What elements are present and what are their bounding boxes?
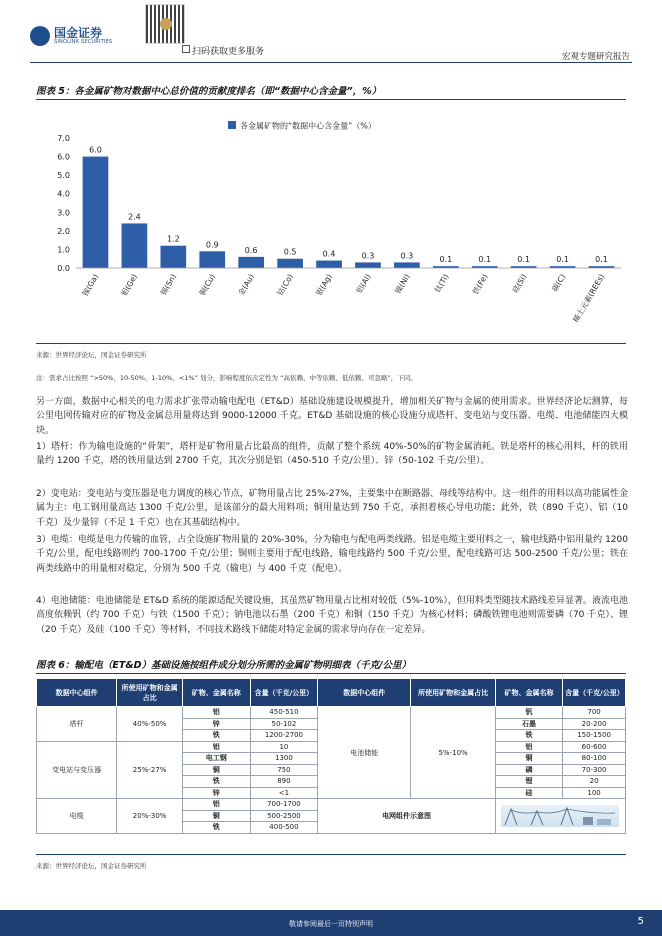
y-tick-label: 6.0 <box>57 152 70 162</box>
cell-mineral: 铁 <box>182 822 250 834</box>
header-divider <box>30 62 632 63</box>
cell-amount: <1 <box>250 787 318 799</box>
cell-amount: 1300 <box>250 753 318 765</box>
cell-mineral: 铁 <box>182 776 250 788</box>
cell-component: 变电站与变压器 <box>37 741 117 799</box>
bar-value-label: 1.2 <box>166 234 180 244</box>
figure5-bar-chart <box>36 118 626 340</box>
figure5-note: 注：需求占比按照 “>50%、10-50%、1-10%、<1%” 划分，影响程度依次定性为 “高依赖、中等依赖、低依赖、可忽略”，下同。 <box>36 374 417 382</box>
bar <box>122 223 148 268</box>
figure5-title: 图表 5：各金属矿物对数据中心总价值的贡献度排名（即“数据中心含金量”，%） <box>36 86 382 97</box>
bar-value-label: 2.4 <box>128 212 141 222</box>
cell-mineral: 铝 <box>182 707 250 719</box>
cell-mineral-right: 硅 <box>495 787 562 799</box>
y-tick-label: 0.0 <box>57 264 70 273</box>
paragraph-tower: 1）塔杆：作为输电设施的“骨架”，塔杆是矿物用量占比最高的组件，贡献了整个系统 40%-50%的矿物金属消耗。铁是塔杆的核心用料，杆的铁用量约 1200 千克，塔的铁用量达到 2700 千克，其次分别是铝（450-510 千克/公里）、锌（50-102 千克/公里）。 <box>36 442 628 467</box>
grid-diagram <box>495 799 625 834</box>
bar <box>199 251 225 268</box>
minerals-table <box>36 678 626 834</box>
cell-amount: 750 <box>250 764 318 776</box>
cell-mineral: 铁 <box>182 730 250 742</box>
figure5-source: 来源：世界经济论坛，国金证券研究所 <box>36 351 147 359</box>
page-number: 5 <box>637 916 644 927</box>
figure5-title-divider <box>36 99 626 100</box>
y-tick-label: 5.0 <box>57 171 70 181</box>
figure6-bottom-divider <box>36 854 626 855</box>
x-tick-label: 镍(Ni) <box>393 272 412 296</box>
bar <box>238 257 264 268</box>
cell-mineral-right: 锂 <box>495 776 562 788</box>
bar-value-label: 6.0 <box>89 145 102 155</box>
th-amount: 含量（千克/公里） <box>250 679 318 707</box>
page-header <box>0 0 662 62</box>
scan-icon <box>182 45 190 53</box>
x-tick-label: 铁(Fe) <box>470 272 490 296</box>
cell-mineral-right: 铁 <box>495 730 562 742</box>
cell-mineral: 铜 <box>182 764 250 776</box>
x-tick-label: 银(Ag) <box>314 272 334 298</box>
cell-amount-right: 100 <box>563 787 626 799</box>
cell-mineral-right: 石墨 <box>495 718 562 730</box>
brand-name-cn: 国金证券 <box>54 25 103 40</box>
figure6-source: 来源：世界经济论坛，国金证券研究所 <box>36 862 147 870</box>
th-mineral-right: 矿物、金属名称 <box>495 679 562 707</box>
cell-share-right: 5%-10% <box>411 707 496 799</box>
th-share: 所使用矿物和金属占比 <box>117 679 183 707</box>
qr-caption: 扫码获取更多服务 <box>192 47 265 57</box>
bar-value-label: 0.1 <box>556 255 569 265</box>
cell-mineral-right: 铝 <box>495 741 562 753</box>
qr-center-logo-icon <box>160 18 172 30</box>
cell-amount-right: 60-600 <box>563 741 626 753</box>
cell-share: 40%-50% <box>117 707 183 742</box>
grid-diagram-label: 电网组件示意图 <box>318 799 496 834</box>
bar <box>394 262 420 268</box>
cell-amount-right: 20-200 <box>563 718 626 730</box>
x-tick-label: 金(Au) <box>236 272 256 298</box>
cell-mineral-right: 钒 <box>495 707 562 719</box>
bar-value-label: 0.4 <box>322 249 336 259</box>
bar-value-label: 0.1 <box>595 255 608 265</box>
y-tick-label: 1.0 <box>57 245 70 255</box>
cell-amount: 400-500 <box>250 822 318 834</box>
page-footer <box>0 910 662 936</box>
brand-name-en: SINOLINK SECURITIES <box>54 38 113 45</box>
th-amount-right: 含量（千克/公里） <box>563 679 626 707</box>
x-tick-label: 锡(Sn) <box>158 272 179 297</box>
cell-amount: 10 <box>250 741 318 753</box>
table-header-row <box>37 679 626 707</box>
bar-value-label: 0.1 <box>439 255 453 265</box>
power-grid-illustration-icon <box>501 805 619 827</box>
paragraph-substation: 2）变电站：变电站与变压器是电力调度的核心节点，矿物用量占比 25%-27%，主要集中在断路器、母线等结构中。这一组件的用料以高功能属性金属为主：电工钢用量高达 1300 千克/公里，是该部分的最大用料项；铜用量达到 750 千克，承担着核心导电功能；此外，铁（890 千克）、铝（10 千克）及少量锌（不足 1 千克）也在其基础结构中。 <box>36 489 628 528</box>
th-component-right: 数据中心组件 <box>318 679 411 707</box>
paragraph-cable: 3）电缆：电缆是电力传输的血管，占全设施矿物用量的 20%-30%，分为输电与配电两类线路。铝是电缆主要用料之一，输电线路中铝用量约 1200 千克/公里，配电线路则约 700-1700 千克/公里；铜则主要用于配电线路，输电线路约 500 千克/公里，配电线路可达 500-2500 千克/公里；铁在两类线路中的用量相对稳定，分别为 500 千克（输电）与 400 千克（配电）。 <box>36 535 628 574</box>
cell-mineral: 锌 <box>182 787 250 799</box>
x-axis <box>76 268 621 324</box>
bar <box>160 246 186 268</box>
bar-value-label: 0.6 <box>244 245 258 255</box>
brand-mark-icon <box>30 26 50 46</box>
cell-amount: 890 <box>250 776 318 788</box>
y-tick-label: 7.0 <box>57 134 70 143</box>
brand-logo <box>30 26 112 46</box>
cell-amount: 1200-2700 <box>250 730 318 742</box>
cell-amount-right: 70-300 <box>563 764 626 776</box>
legend-label: 各金属矿物的“数据中心含金量”（%） <box>240 121 376 131</box>
figure6-title: 图表 6：输配电（ET&D）基础设施按组件成分划分所需的金属矿物明细表（千克/公里） <box>36 660 412 671</box>
cell-mineral-right: 铜 <box>495 753 562 765</box>
th-component: 数据中心组件 <box>37 679 117 707</box>
x-tick-label: 铝(Al) <box>354 272 373 295</box>
cell-mineral: 锌 <box>182 718 250 730</box>
bar <box>355 262 381 268</box>
cell-component-right: 电池储能 <box>318 707 411 799</box>
bar-value-label: 0.3 <box>361 251 375 261</box>
bar-value-label: 0.5 <box>283 247 297 257</box>
cell-amount-right: 20 <box>563 776 626 788</box>
cell-share: 25%-27% <box>117 741 183 799</box>
legend-swatch <box>228 121 236 129</box>
th-share-right: 所使用矿物和金属占比 <box>411 679 496 707</box>
chart-legend <box>228 121 376 131</box>
bar-value-label: 0.9 <box>205 240 219 250</box>
cell-amount: 500-2500 <box>250 810 318 822</box>
bar <box>316 261 342 268</box>
cell-component: 塔杆 <box>37 707 117 742</box>
x-tick-label: 钴(Co) <box>275 272 295 298</box>
bar <box>277 259 303 268</box>
cell-component: 电缆 <box>37 799 117 834</box>
paragraph-battery: 4）电池储能：电池储能是 ET&D 系统的能源适配关键设施，其虽然矿物用量占比相对较低（5%-10%），但用料类型随技术路线差异显著。液流电池高度依赖钒（约 700 千克）与铁（1500 千克）；钠电池以石墨（200 千克）和铜（150 千克）为核心材料；磷酸铁锂电池则需要磷（70 千克）、锂（20 千克）及硅（100 千克）等材料，不同技术路线下储能对特定金属的需求导向存在一定差异。 <box>36 596 628 635</box>
cell-amount-right: 700 <box>563 707 626 719</box>
bar-value-label: 0.1 <box>517 255 531 265</box>
x-tick-label: 碳(C) <box>550 272 568 294</box>
y-tick-label: 3.0 <box>57 208 70 218</box>
cell-mineral: 铝 <box>182 741 250 753</box>
bar-value-label: 0.3 <box>400 251 414 261</box>
figure6-title-divider <box>36 673 626 674</box>
x-tick-label: 镓(Ga) <box>80 272 101 298</box>
bar-series <box>83 146 615 268</box>
cell-amount: 50-102 <box>250 718 318 730</box>
cell-amount: 450-510 <box>250 707 318 719</box>
cell-amount: 700-1700 <box>250 799 318 811</box>
paragraph-intro: 另一方面，数据中心相关的电力需求扩张带动输电配电（ET&D）基础设施建设规模提升，增加相关矿物与金属的使用需求。世界经济论坛测算，每公里电网传输对应的矿物及金属总用量将达到 9000-12000 千克。ET&D 基础设施的核心设施分成塔杆、变电站与变压器、电缆、电池储能四大模块。 <box>36 397 628 436</box>
y-tick-label: 4.0 <box>57 189 70 199</box>
figure5-bottom-divider <box>36 343 626 344</box>
cell-mineral: 电工钢 <box>182 753 250 765</box>
th-mineral: 矿物、金属名称 <box>182 679 250 707</box>
x-tick-label: 稀土元素(REEs) <box>571 272 607 325</box>
cell-mineral-right: 磷 <box>495 764 562 776</box>
x-tick-label: 钼(Ge) <box>119 272 140 298</box>
table-row <box>37 707 626 719</box>
table-row <box>37 799 626 811</box>
cell-mineral: 铜 <box>182 810 250 822</box>
cell-share: 20%-30% <box>117 799 183 834</box>
footer-disclaimer[interactable]: 敬请参阅最后一页特别声明 <box>289 920 373 928</box>
cell-amount-right: 150-1500 <box>563 730 626 742</box>
y-tick-label: 2.0 <box>57 226 70 236</box>
x-tick-label: 钛(Ti) <box>432 272 451 295</box>
y-axis <box>57 134 70 273</box>
cell-amount-right: 80-100 <box>563 753 626 765</box>
bar-value-label: 0.1 <box>478 255 492 265</box>
x-tick-label: 硅(Si) <box>510 272 529 295</box>
bar <box>83 157 109 268</box>
report-type: 宏观专题研究报告 <box>561 52 630 62</box>
cell-mineral: 铝 <box>182 799 250 811</box>
x-tick-label: 铜(Cu) <box>197 272 217 298</box>
